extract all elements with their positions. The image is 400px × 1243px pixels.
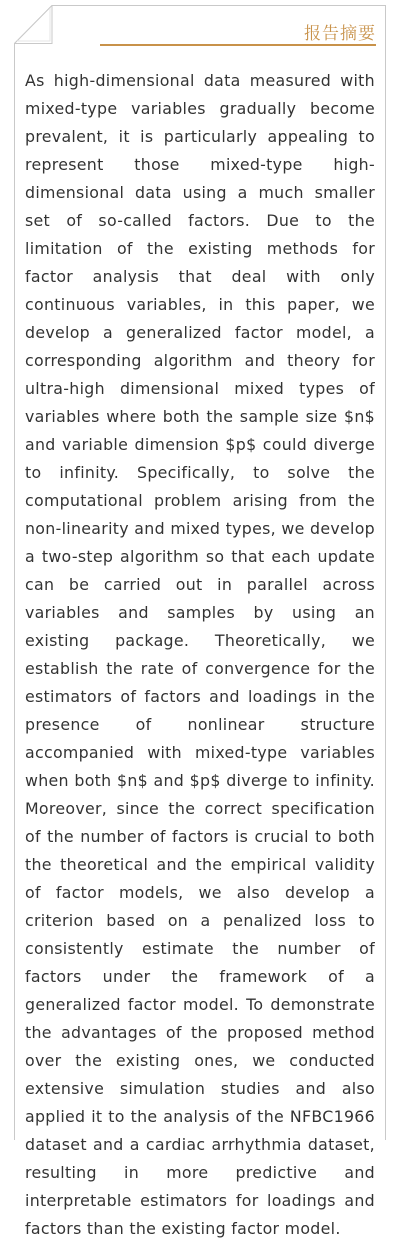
abstract-card [14, 5, 386, 1238]
section-title: 报告摘要 [304, 24, 376, 44]
abstract-text: As high-dimensional data measured with mixed-type variables gradually become prevalent, it is particularly appealing to represent those mixed-type high-dimensional data using a much smaller set of so-called factors. Due to the limitation of the existing methods for factor analysis that deal with only continuous variables, in this paper, we develop a generalized factor model, a corresponding algorithm and theory for ultra-high dimensional mixed types of variables where both the sample size $n$ and variable dimension $p$ could diverge to infinity. Specifically, to solve the computational problem arising from the non-linearity and mixed types, we develop a two-step algorithm so that each update can be carried out in parallel across variables and samples by using an existing package. Theoretically, we establish the rate of convergence for the estimators of factors and loadings in the presence of nonlinear structure accompanied with mixed-type variables when both $n$ and $p$ diverge to infinity. Moreover, since the correct specification of the number of factors is crucial to both the theoretical and the empirical validity of factor models, we also develop a criterion based on a penalized loss to consistently estimate the number of factors under the framework of a generalized factor model. To demonstrate the advantages of the proposed method over the existing ones, we conducted extensive simulation studies and also applied it to the analysis of the NFBC1966 dataset and a cardiac arrhythmia dataset, resulting in more predictive and interpretable estimators for loadings and factors than the existing factor model. [25, 71, 375, 1238]
folded-corner [15, 6, 53, 44]
title-underline [100, 44, 376, 46]
